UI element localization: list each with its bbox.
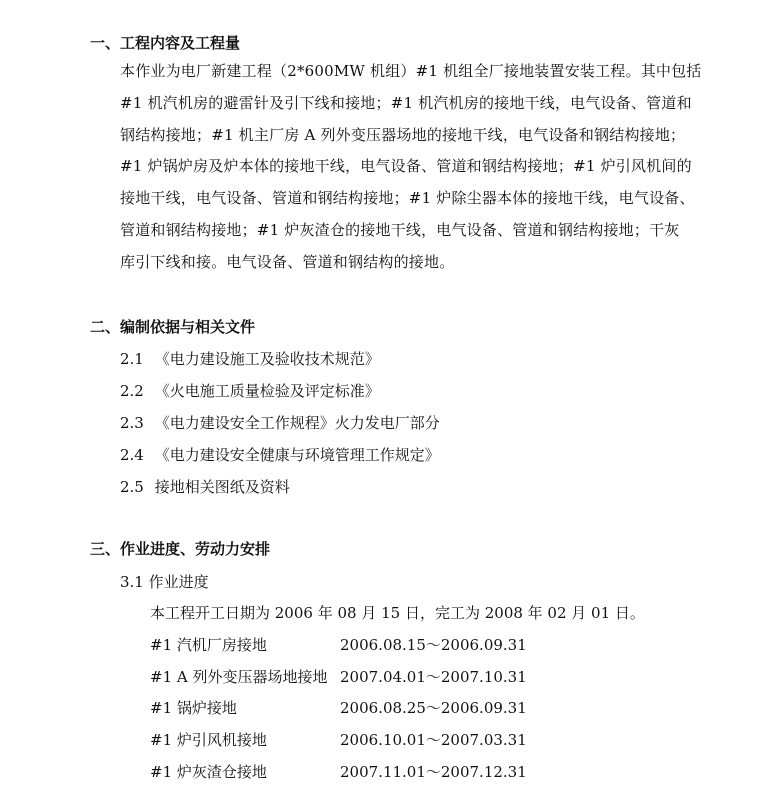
paragraph-line: #1 炉锅炉房及炉本体的接地干线，电气设备、管道和钢结构接地；#1 炉引风机间的 [120,157,692,176]
schedule-row [150,634,527,655]
section-heading-schedule: 三、作业进度、劳动力安排 [90,540,271,558]
reference-title: 《电力建设安全健康与环境管理工作规定》 [154,446,440,464]
reference-number: 2.1 [120,350,144,368]
reference-item [120,348,380,369]
schedule-item: #1 汽机厂房接地 [150,636,267,654]
schedule-item: #1 炉引风机接地 [150,731,267,749]
schedule-row [150,729,527,750]
paragraph-line: 库引下线和接。电气设备、管道和钢结构的接地。 [120,252,455,271]
reference-item [120,476,290,497]
schedule-range: 2006.10.01～2007.03.31 [340,731,527,749]
reference-number: 2.3 [120,414,144,432]
schedule-item: #1 炉灰渣仓接地 [150,763,267,781]
reference-number: 2.5 [120,478,144,496]
scope-paragraph [120,56,720,279]
schedule-range: 2006.08.25～2006.09.31 [340,699,527,717]
paragraph-line: 本作业为电厂新建工程（2*600MW 机组）#1 机组全厂接地装置安装工程。其中包括 [120,62,702,80]
reference-title: 《电力建设安全工作规程》火力发电厂部分 [154,414,440,432]
reference-title: 接地相关图纸及资料 [154,478,290,496]
schedule-item: #1 A 列外变压器场地接地 [150,668,328,686]
schedule-row [150,666,527,687]
subsection-title: 3.1 作业进度 [120,573,209,591]
schedule-item: #1 锅炉接地 [150,699,237,717]
reference-item [120,444,440,465]
schedule-range: 2006.08.15～2006.09.31 [340,636,527,654]
schedule-range: 2007.04.01～2007.10.31 [340,668,527,686]
section-heading-references: 二、编制依据与相关文件 [90,318,256,336]
schedule-range: 2007.11.01～2007.12.31 [340,763,527,781]
reference-title: 《火电施工质量检验及评定标准》 [154,382,380,400]
paragraph-line: 钢结构接地；#1 机主厂房 A 列外变压器场地的接地干线，电气设备和钢结构接地； [120,125,686,144]
reference-number: 2.4 [120,446,144,464]
reference-item [120,412,440,433]
paragraph-line: 管道和钢结构接地；#1 炉灰渣仓的接地干线，电气设备、管道和钢结构接地；干灰 [120,220,680,239]
schedule-intro: 本工程开工日期为 2006 年 08 月 15 日，完工为 2008 年 02 月 01 日。 [150,604,645,622]
paragraph-line: #1 机汽机房的避雷针及引下线和接地；#1 机汽机房的接地干线，电气设备、管道和 [120,93,692,112]
reference-number: 2.2 [120,382,144,400]
schedule-row [150,697,527,718]
schedule-row [150,761,527,782]
reference-title: 《电力建设施工及验收技术规范》 [154,350,380,368]
section-heading-scope: 一、工程内容及工程量 [90,34,241,52]
paragraph-line: 接地干线，电气设备、管道和钢结构接地；#1 炉除尘器本体的接地干线，电气设备、 [120,189,695,208]
reference-item [120,380,380,401]
